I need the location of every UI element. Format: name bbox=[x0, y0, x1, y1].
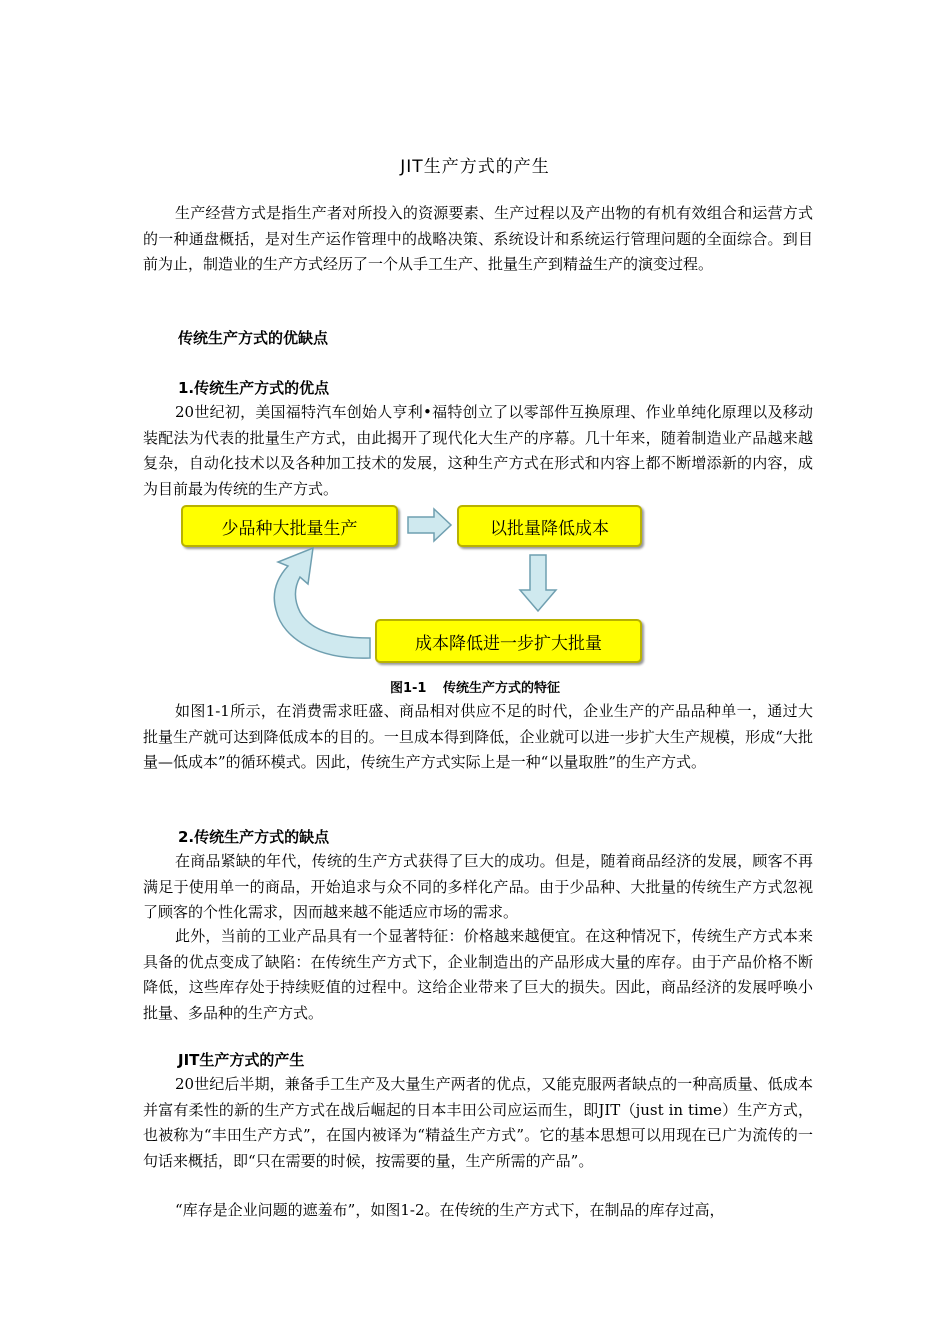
subheading-advantages: 1.传统生产方式的优点 bbox=[178, 379, 330, 397]
cycle-diagram bbox=[170, 500, 650, 672]
jit-paragraph-1: 20世纪后半期，兼备手工生产及大量生产两者的优点，又能克服两者缺点的一种高质量、低成本并富有柔性的新的生产方式在战后崛起的日本丰田公司应运而生，即JIT（just in time）生产方式，也被称为“丰田生产方式”，在国内被译为“精益生产方式”。它的基本思想可以用现在已广为流传的一句话来概括，即“只在需要的时候，按需要的量，生产所需的产品”。 bbox=[143, 1075, 813, 1170]
jit-paragraph-2: “库存是企业问题的遮羞布”，如图1-2。在传统的生产方式下，在制品的库存过高， bbox=[175, 1201, 725, 1219]
page-title: JIT生产方式的产生 bbox=[400, 157, 550, 177]
figure-caption-text: 传统生产方式的特征 bbox=[443, 681, 561, 696]
section-heading-jit: JIT生产方式的产生 bbox=[178, 1051, 305, 1069]
box-cost-down-expand-batch: 成本降低进一步扩大批量 bbox=[375, 619, 642, 663]
section-heading-traditional: 传统生产方式的优缺点 bbox=[178, 329, 329, 347]
disadvantages-paragraph-1: 在商品紧缺的年代，传统的生产方式获得了巨大的成功。但是，随着商品经济的发展，顾客不再满足于使用单一的商品，开始追求与众不同的多样化产品。由于少品种、大批量的传统生产方式忽视了顾客的个性化需求，因而越来越不能适应市场的需求。 bbox=[143, 852, 813, 921]
figure-caption bbox=[0, 677, 950, 696]
right-arrow-icon bbox=[408, 509, 451, 541]
box-small-variety-mass-production: 少品种大批量生产 bbox=[181, 505, 398, 547]
box-reduce-cost-by-batch: 以批量降低成本 bbox=[457, 505, 642, 547]
intro-paragraph: 生产经营方式是指生产者对所投入的资源要素、生产过程以及产出物的有机有效组合和运营方式的一种通盘概括，是对生产运作管理中的战略决策、系统设计和系统运行管理问题的全面综合。到目前为止，制造业的生产方式经历了一个从手工生产、批量生产到精益生产的演变过程。 bbox=[143, 204, 813, 273]
advantages-paragraph: 20世纪初，美国福特汽车创始人亨利•福特创立了以零部件互换原理、作业单纯化原理以及移动装配法为代表的批量生产方式，由此揭开了现代化大生产的序幕。几十年来，随着制造业产品越来越复杂，自动化技术以及各种加工技术的发展，这种生产方式在形式和内容上都不断增添新的内容，成为目前最为传统的生产方式。 bbox=[143, 403, 813, 498]
figure-caption-label: 图1-1 bbox=[389, 681, 427, 696]
diagram-arrows bbox=[170, 500, 650, 672]
subheading-disadvantages: 2.传统生产方式的缺点 bbox=[178, 828, 330, 846]
curved-return-arrow-icon bbox=[274, 548, 370, 658]
down-arrow-icon bbox=[520, 555, 556, 611]
disadvantages-paragraph-2: 此外，当前的工业产品具有一个显著特征：价格越来越便宜。在这种情况下，传统生产方式本来具备的优点变成了缺陷：在传统生产方式下，企业制造出的产品形成大量的库存。由于产品价格不断降低，这些库存处于持续贬值的过程中。这给企业带来了巨大的损失。因此，商品经济的发展呼唤小批量、多品种的生产方式。 bbox=[143, 927, 813, 1022]
figure-explanation-paragraph: 如图1-1所示，在消费需求旺盛、商品相对供应不足的时代，企业生产的产品品种单一，通过大批量生产就可达到降低成本的目的。一旦成本得到降低，企业就可以进一步扩大生产规模，形成“大批量—低成本”的循环模式。因此，传统生产方式实际上是一种“以量取胜”的生产方式。 bbox=[143, 702, 813, 771]
